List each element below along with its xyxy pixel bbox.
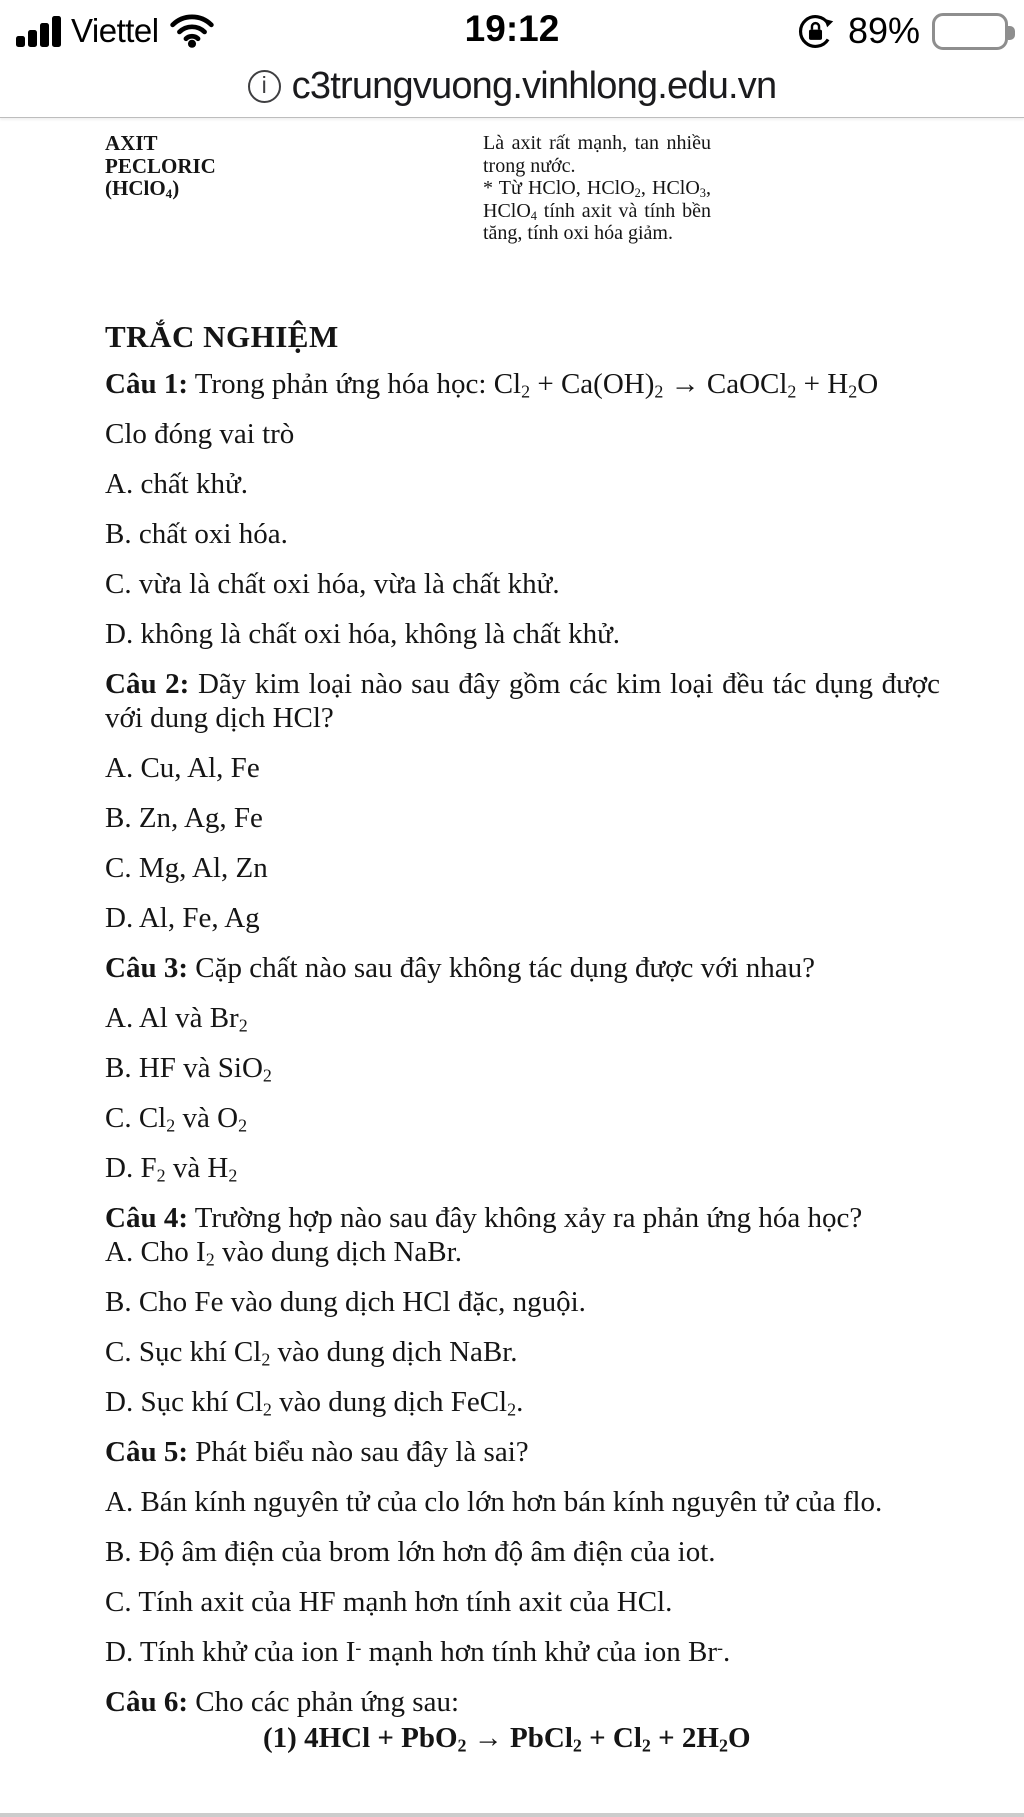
answer-option: B. HF và SiO$_2$ [105,1051,272,1085]
browser-address-bar[interactable] [0,56,1024,118]
bottom-edge-divider [0,1813,1024,1817]
answer-option: C. vừa là chất oxi hóa, vừa là chất khử. [105,567,560,600]
answer-option: B. Zn, Ag, Fe [105,801,263,834]
question-label: Câu 6: [105,1685,188,1718]
rotation-lock-icon [795,11,836,52]
question-text: Câu 3: Cặp chất nào sau đây không tác dụng được với nhau? [105,951,816,984]
question-3 [105,951,940,1185]
status-time: 19:12 [464,8,560,49]
table-cell-title [105,132,483,245]
question-text: Câu 2: Dãy kim loại nào sau đây gồm các kim loại đều tác dụng được với dung dịch HCl? [105,667,941,734]
acid-title-line: PECLORIC [105,153,216,178]
cellular-signal-icon [16,16,61,47]
acid-summary-table-row [105,132,940,245]
answer-option: D. Al, Fe, Ag [105,901,260,934]
page-info-icon[interactable]: i [248,70,281,103]
question-label: Câu 2: [105,667,190,700]
answer-option: B. Độ âm điện của brom lớn hơn độ âm điện của iot. [105,1535,716,1568]
acid-title-line: AXIT [105,131,158,155]
question-6 [105,1685,940,1719]
acid-title-line: (HClO$_4$) [105,176,180,202]
web-page-content [0,118,1024,1755]
question-label: Câu 3: [105,951,188,984]
table-cell-description [483,132,711,245]
answer-option: A. Al và $Br_2$ [105,1001,248,1035]
question-label: Câu 4: [105,1201,188,1234]
cutoff-reaction-line: (1) 4HCl + PbO$_2$ → PbCl$_2$ + $Cl_2 + 2H_2O$ [263,1721,751,1755]
question-label: Câu 1: [105,367,188,400]
question-label: Câu 5: [105,1435,188,1468]
answer-option: B. chất oxi hóa. [105,517,288,550]
battery-percent-label: 89% [847,10,920,51]
question-2 [105,667,940,935]
answer-option: A. Bán kính nguyên tử của clo lớn hơn bán kính nguyên tử của flo. [105,1485,883,1518]
answer-option: C. Sục khí $Cl_2$ vào dung dịch NaBr. [105,1335,518,1369]
answer-option: D. không là chất oxi hóa, không là chất khử. [105,617,621,650]
url-text: c3trungvuong.vinhlong.edu.vn [291,65,777,107]
question-text: Câu 1: Trong phản ứng hóa học: $Cl_2 + Ca(OH)_2$ → CaOCl$_2$ + $H_2O$ [105,367,879,401]
acid-note: * Từ HClO, HClO$_2$, HClO$_3$, HClO$_4$ tính axit và tính bền tăng, tính oxi hóa giảm. [483,177,711,244]
answer-option: A. chất khử. [105,467,248,500]
status-right-cluster [795,10,1008,52]
answer-option: D. $F_2$ và $H_2$ [105,1151,238,1185]
question-4 [105,1201,940,1419]
question-text: Câu 5: Phát biểu nào sau đây là sai? [105,1435,529,1468]
answer-option: B. Cho Fe vào dung dịch HCl đặc, nguội. [105,1285,586,1318]
question-1 [105,367,940,651]
answer-option: A. Cho $I_2$ vào dung dịch NaBr. [105,1235,462,1269]
question-text: Câu 4: Trường hợp nào sau đây không xảy ra phản ứng hóa học? [105,1201,863,1234]
answer-option: C. Tính axit của HF mạnh hơn tính axit của HCl. [105,1585,673,1618]
answer-option: C. Mg, Al, Zn [105,851,268,884]
status-left-cluster [16,12,215,50]
question-stem: Clo đóng vai trò [105,417,295,450]
wifi-icon [169,14,215,48]
battery-icon [932,13,1008,50]
answer-option: C. $Cl_2$ và $O_2$ [105,1101,248,1135]
question-5 [105,1435,940,1669]
carrier-label: Viettel [71,12,159,49]
status-bar [0,0,1024,56]
answer-option: D. Tính khử của ion I- mạnh hơn tính khử của ion Br-. [105,1635,731,1668]
answer-option: A. Cu, Al, Fe [105,751,260,784]
acid-description: Là axit rất mạnh, tan nhiều trong nước. [483,132,711,177]
question-text: Câu 6: Cho các phản ứng sau: [105,1685,459,1718]
answer-option: D. Sục khí $Cl_2$ vào dung dịch FeCl$_2$. [105,1385,524,1419]
section-heading: TRẮC NGHIỆM [105,318,339,354]
